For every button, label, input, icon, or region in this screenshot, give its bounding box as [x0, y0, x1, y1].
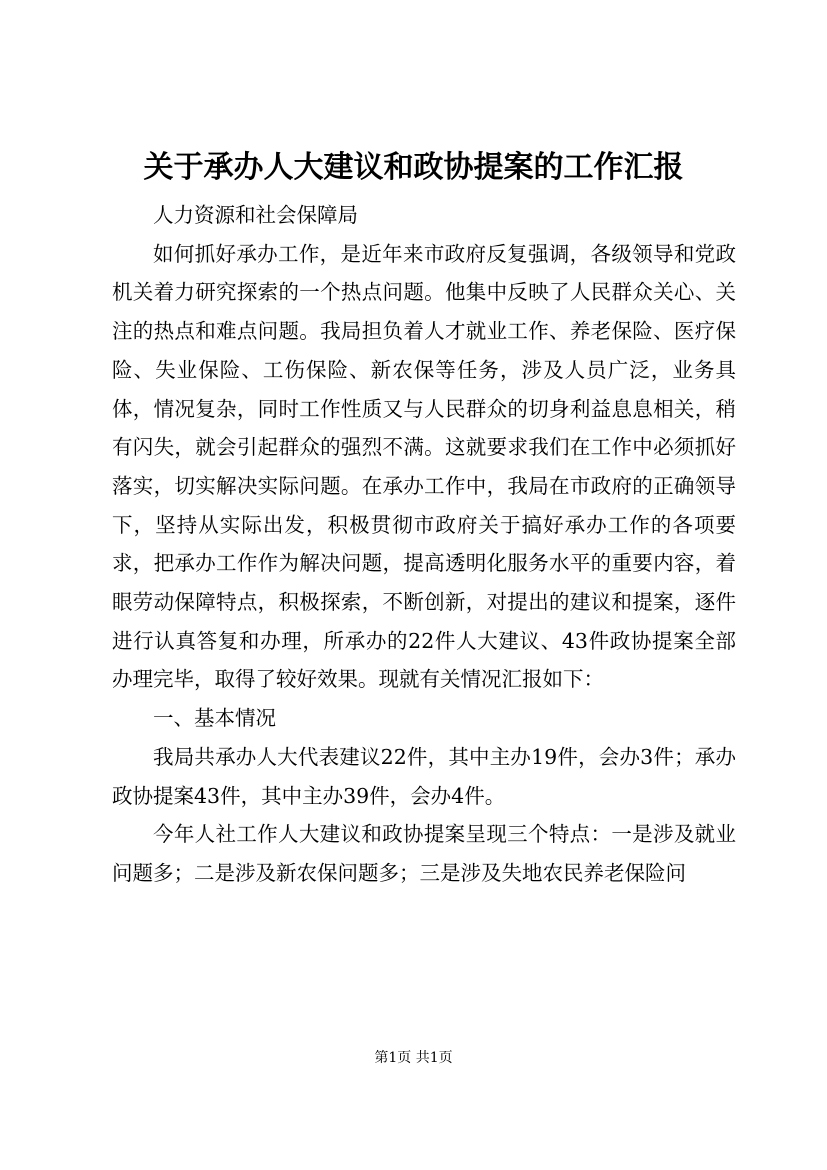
author-line: 人力资源和社会保障局 — [153, 203, 358, 227]
document-body — [112, 196, 736, 893]
paragraph-intro: 如何抓好承办工作，是近年来市政府反复强调，各级领导和党政机关着力研究探索的一个热点问题。他集中反映了人民群众关心、关注的热点和难点问题。我局担负着人才就业工作、养老保险、医疗保险、失业保险、工伤保险、新农保等任务，涉及人员广泛，业务具体，情况复杂，同时工作性质又与人民群众的切身利益息息相关，稍有闪失，就会引起群众的强烈不满。这就要求我们在工作中必须抓好落实，切实解决实际问题。在承办工作中，我局在市政府的正确领导下，坚持从实际出发，积极贯彻市政府关于搞好承办工作的各项要求，把承办工作作为解决问题，提高透明化服务水平的重要内容，着眼劳动保障特点，积极探索，不断创新，对提出的建议和提案，逐件进行认真答复和办理，所承办的22件人大建议、43件政协提案全部办理完毕，取得了较好效果。现就有关情况汇报如下： — [112, 241, 736, 692]
paragraph-counts: 我局共承办人大代表建议22件，其中主办19件，会办3件；承办政协提案43件，其中主办39件，会办4件。 — [112, 744, 736, 808]
paragraph-features: 今年人社工作人大建议和政协提案呈现三个特点：一是涉及就业问题多；二是涉及新农保问题多；三是涉及失地农民养老保险问 — [112, 822, 736, 885]
document-title: 关于承办人大建议和政协提案的工作汇报 — [143, 150, 684, 185]
section-heading-basic-situation: 一、基本情况 — [153, 706, 276, 731]
page-footer: 第1页 共1页 — [374, 1050, 453, 1066]
